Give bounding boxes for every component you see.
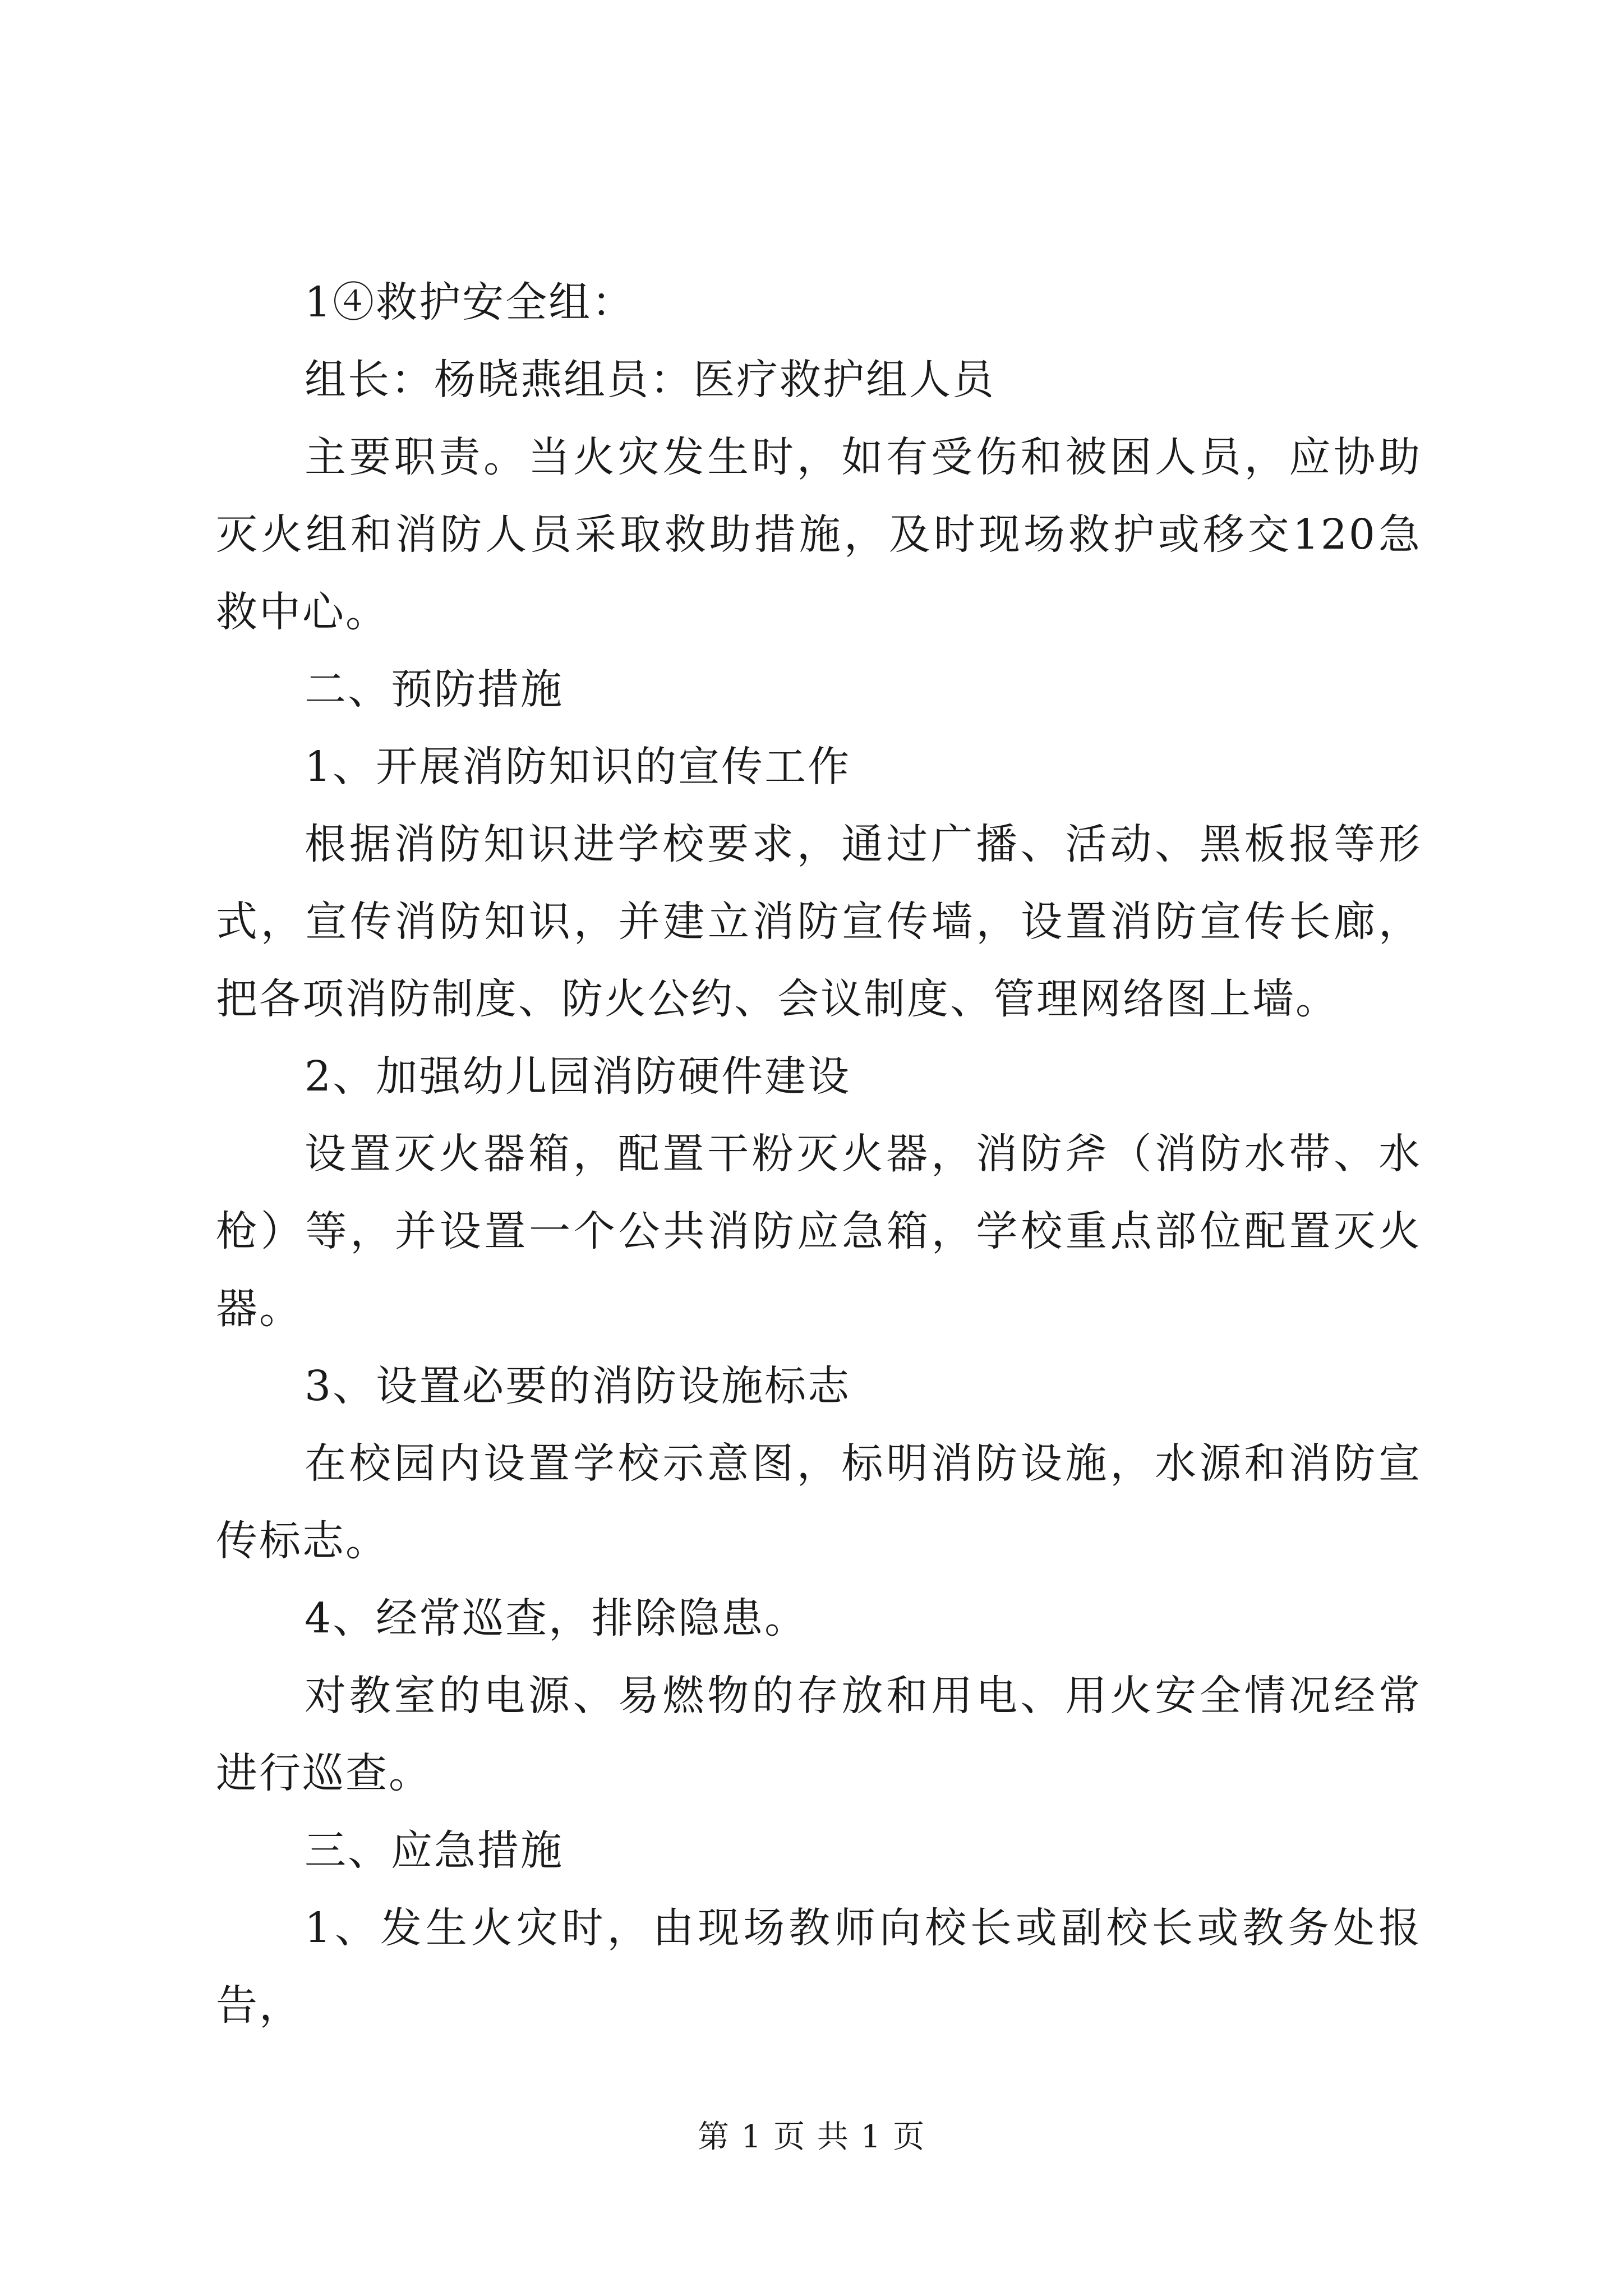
document-body bbox=[216, 264, 1422, 2044]
page-footer bbox=[0, 2118, 1623, 2157]
paragraph: 组长：杨晓燕组员：医疗救护组人员 bbox=[305, 356, 995, 404]
subsection-heading: 4、经常巡查，排除隐患。 bbox=[305, 1594, 808, 1642]
paragraph: 1④救护安全组： bbox=[305, 278, 635, 326]
subsection-heading: 3、设置必要的消防设施标志 bbox=[305, 1362, 851, 1410]
paragraph: 对教室的电源、易燃物的存放和用电、用火安全情况经常进行巡查。 bbox=[216, 1672, 1422, 1797]
paragraph: 设置灭火器箱，配置干粉灭火器，消防斧（消防水带、水枪）等，并设置一个公共消防应急箱，学校重点部位配置灭火器。 bbox=[216, 1130, 1422, 1333]
subsection-heading: 2、加强幼儿园消防硬件建设 bbox=[305, 1052, 851, 1101]
page-number-label: 第 1 页 共 1 页 bbox=[697, 2119, 926, 2155]
section-heading: 二、预防措施 bbox=[305, 665, 564, 714]
paragraph: 在校园内设置学校示意图，标明消防设施，水源和消防宣传标志。 bbox=[216, 1439, 1422, 1565]
subsection-heading: 1、开展消防知识的宣传工作 bbox=[305, 743, 851, 791]
paragraph: 主要职责。当火灾发生时，如有受伤和被困人员，应协助灭火组和消防人员采取救助措施，及时现场救护或移交120急救中心。 bbox=[216, 433, 1422, 636]
section-heading: 三、应急措施 bbox=[305, 1826, 564, 1875]
paragraph: 根据消防知识进学校要求，通过广播、活动、黑板报等形式，宣传消防知识，并建立消防宣传墙，设置消防宣传长廊，把各项消防制度、防火公约、会议制度、管理网络图上墙。 bbox=[216, 820, 1422, 1023]
paragraph: 1、发生火灾时，由现场教师向校长或副校长或教务处报告， bbox=[216, 1904, 1422, 2030]
